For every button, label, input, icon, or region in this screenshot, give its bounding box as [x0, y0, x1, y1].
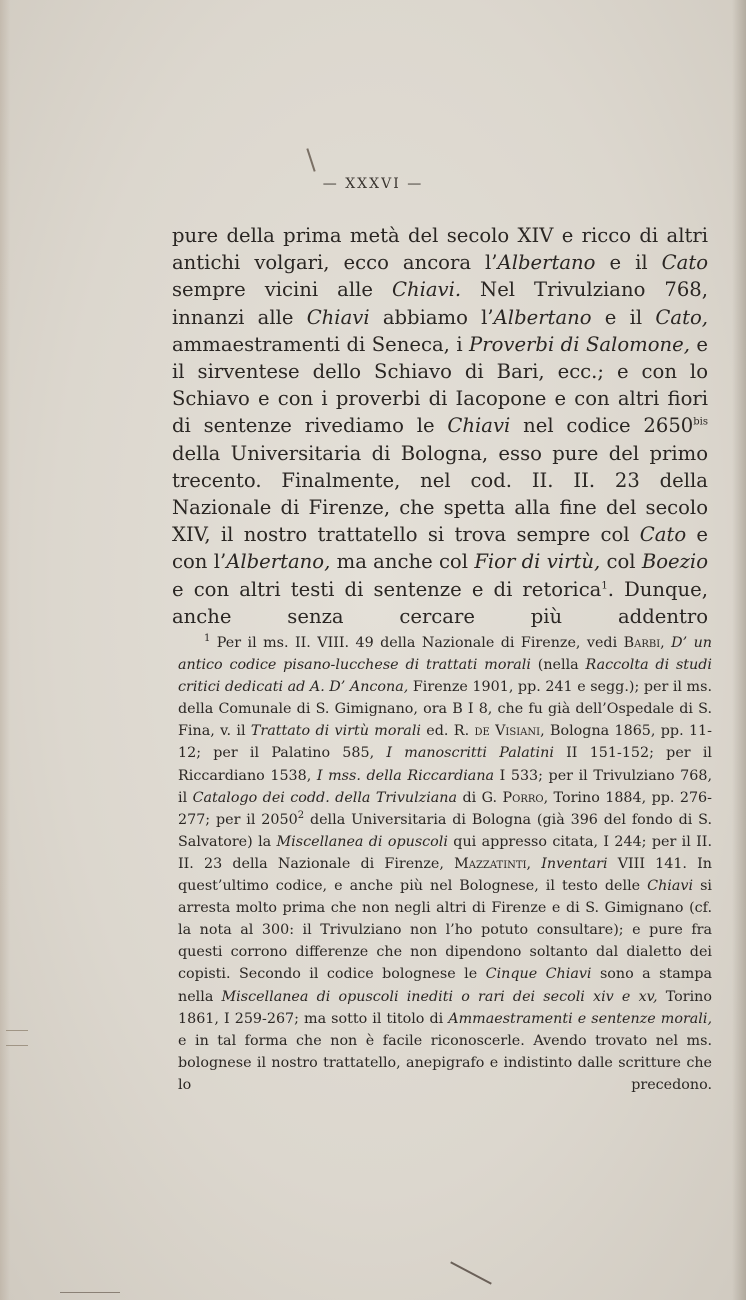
- margin-mark: [6, 1030, 28, 1046]
- title-italic: Proverbi di Salomone,: [469, 332, 690, 356]
- title-italic: Cato: [639, 523, 687, 547]
- text-run: qui appresso citata, I 244; per il II. II. 23 della Nazionale di Firenze,: [178, 833, 712, 872]
- author-name: Barbi,: [623, 635, 665, 651]
- text-run: I 533; per il Trivulziano 768, il: [178, 767, 712, 806]
- title-italic: Chiavi: [447, 414, 511, 438]
- text-run: della Universitaria di Bologna (già 396 del fondo di S. Salvatore) la: [178, 811, 712, 850]
- ink-mark: [450, 1261, 492, 1284]
- text-run: sono a stampa nella: [178, 966, 712, 1005]
- text-run: e il: [591, 305, 656, 329]
- title-italic: I mss. della Riccardiana: [316, 767, 495, 784]
- page-number-header: — XXXVI —: [322, 176, 424, 192]
- title-italic: I manoscritti Palatini: [386, 745, 554, 762]
- superscript: 2: [297, 809, 305, 821]
- title-italic: Miscellanea di opuscoli: [276, 833, 448, 850]
- text-run: Firenze 1901, pp. 241 e segg.); per il ms. della Comunale di S. Gimignano, ora B I 8, che fu già dell’Ospedale di S. Fina, v. il: [178, 679, 712, 740]
- title-italic: D’ un antico codice pisano-lucchese di trattati morali: [178, 635, 713, 674]
- text-run: Torino 1861, I 259-267; ma sotto il titolo di: [178, 988, 712, 1027]
- text-run: di G.: [457, 789, 503, 806]
- text-run: . Dunque, anche senza cercare più addentro: [172, 577, 709, 628]
- title-italic: Ammaestramenti e sentenze morali,: [448, 1010, 712, 1027]
- text-run: ed. R.: [420, 723, 475, 740]
- text-run: Nel Trivulziano 768, innanzi alle: [172, 278, 708, 329]
- title-italic: Cato: [661, 251, 708, 275]
- page-edge-mark: [60, 1292, 120, 1293]
- text-run: abbiamo l’: [369, 305, 494, 329]
- title-italic: Chiavi: [306, 305, 370, 329]
- text-run: e il sirventese dello Schiavo di Bari, ecc.; e con lo Schiavo e con i proverbi di Iacopone e con altri fiori di sentenze rivediamo le: [172, 332, 708, 438]
- text-run: col: [600, 550, 642, 574]
- text-run: ma anche col: [330, 550, 475, 574]
- text-run: ammaestramenti di Seneca, i: [172, 332, 470, 356]
- text-run: Torino 1884, pp. 276-277; per il 2050: [178, 789, 712, 828]
- text-run: nel codice 2650: [510, 414, 694, 438]
- page-edge-left: [0, 0, 10, 1300]
- superscript: bis: [693, 416, 709, 428]
- title-italic: Fior di virtù,: [474, 550, 601, 574]
- text-run: e in tal forma che non è facile riconoscerle. Avendo trovato nel ms. bolognese il nostro trattatello, anepigrafo e indistinto dalle scritture che lo precedono.: [178, 1032, 712, 1093]
- title-italic: Albertano,: [226, 550, 331, 574]
- text-run: Bologna 1865, pp. 11-12; per il Palatino 585,: [178, 723, 712, 762]
- title-italic: Raccolta di studi critici dedicati ad A. D’ Ancona,: [178, 657, 712, 696]
- text-run: della Universitaria di Bologna, esso pure del primo trecento. Finalmente, nel cod. II. II. 23 della Nazionale di Firenze, che spetta alla fine del secolo XIV, il nostro trattatello si trova sempre col: [172, 441, 708, 547]
- text-run: e il: [595, 251, 662, 275]
- title-italic: Boezio: [641, 550, 708, 574]
- author-name: Porro,: [502, 789, 549, 806]
- author-name: Mazzatinti,: [454, 855, 532, 872]
- author-name: de Visiani,: [474, 723, 545, 740]
- text-run: pure della prima metà del secolo XIV e ricco di altri antichi volgari, ecco ancora l’: [172, 224, 708, 275]
- text-run: e con altri testi di sentenze e di retorica: [172, 577, 602, 601]
- title-italic: Cato,: [655, 305, 708, 329]
- title-italic: Chiavi: [647, 878, 694, 895]
- text-run: (nella: [530, 657, 586, 674]
- text-run: e con l’: [172, 523, 708, 574]
- title-italic: Albertano: [497, 251, 596, 275]
- title-italic: Trattato di virtù morali: [250, 723, 421, 740]
- title-italic: Chiavi.: [391, 278, 462, 302]
- title-italic: Miscellanea di opuscoli inediti o rari dei secoli xiv e xv,: [221, 988, 658, 1005]
- page-edge-right: [732, 0, 746, 1300]
- footnote-mark: 1: [204, 633, 211, 645]
- text-run: Per il ms. II. VIII. 49 della Nazionale di Firenze, vedi: [210, 635, 624, 651]
- title-italic: Inventari: [531, 855, 608, 872]
- title-italic: Cinque Chiavi: [485, 966, 592, 983]
- title-italic: Catalogo dei codd. della Trivulziana: [192, 789, 458, 806]
- ink-mark: [306, 148, 315, 171]
- text-run: sempre vicini alle: [172, 278, 392, 302]
- text-run: VIII 141. In quest’ultimo codice, e anche più nel Bolognese, il testo delle: [178, 855, 712, 895]
- text-run: II 151-152; per il Riccardiano 1538,: [178, 745, 712, 784]
- footnote-reference: 1: [601, 580, 608, 592]
- text-run: si arresta molto prima che non negli altri di Firenze e di S. Gimignano (cf. la nota al 300: il Trivulziano non l’ho potuto consultare); e pure fra questi corrono differenze che non dipendono soltanto dal dialetto dei copisti. Secondo il codice bolognese le: [178, 878, 712, 983]
- title-italic: Albertano: [493, 305, 592, 329]
- footnote: [178, 632, 712, 1096]
- main-paragraph: [172, 222, 708, 630]
